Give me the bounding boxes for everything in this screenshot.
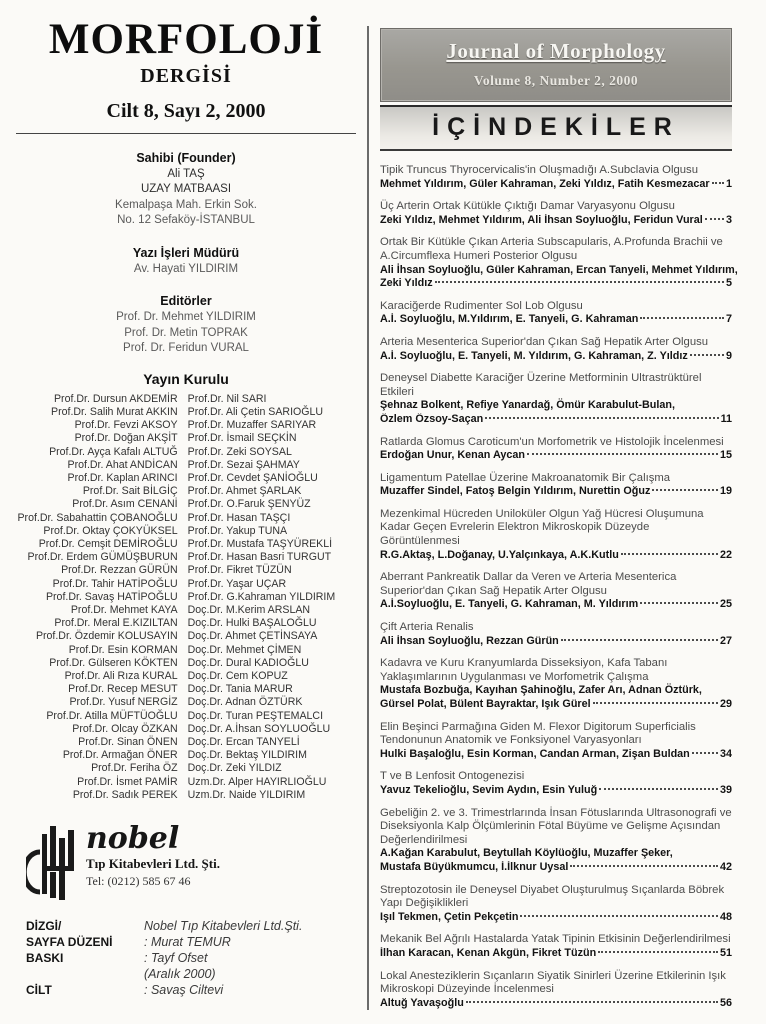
board-member-right: Prof.Dr. Muzaffer SARIYAR	[187, 419, 317, 432]
board-member-right: Prof.Dr. Nil SARI	[187, 392, 267, 405]
toc-article-authors	[380, 784, 732, 798]
dot-leader	[692, 752, 718, 754]
board-member-right: Doç.Dr. Hulki BAŞALOĞLU	[187, 617, 317, 630]
dot-leader	[598, 951, 718, 953]
board-member-right: Doç.Dr. A.İhsan SOYLUOĞLU	[187, 722, 331, 735]
board-row	[12, 630, 360, 643]
english-title-banner	[380, 28, 732, 102]
toc-entry	[380, 571, 732, 612]
toc-page-number: 22	[719, 548, 732, 561]
toc-entry	[380, 884, 732, 925]
board-member-left: Prof.Dr. Tahir HATİPOĞLU	[52, 577, 178, 590]
toc-article-authors	[380, 485, 732, 499]
managing-editor-block	[12, 245, 360, 277]
board-member-right: Prof.Dr. Hasan TAŞÇI	[187, 511, 291, 524]
production-label	[26, 966, 144, 982]
board-row	[12, 446, 360, 459]
toc-article-authors	[380, 635, 732, 649]
toc-page-number: 56	[719, 996, 732, 1009]
toc-author-line	[380, 178, 732, 192]
board-row	[12, 617, 360, 630]
board-member-left: Prof.Dr. Dursun AKDEMİR	[53, 392, 178, 405]
toc-page-number: 19	[719, 485, 732, 498]
board-member-right: Doç.Dr. Adnan ÖZTÜRK	[187, 696, 303, 709]
toc-author-line: A.Kağan Karabulut, Beytullah Köylüoğlu, Muzaffer Şeker,	[380, 847, 673, 860]
board-row	[12, 393, 360, 406]
toc-page-number: 3	[725, 213, 732, 226]
board-row	[12, 419, 360, 432]
production-label: DİZGİ/	[26, 919, 62, 934]
toc-article-title: Ortak Bir Kütükle Çıkan Arteria Subscapularis, A.Profunda Brachii ve A.Circumflexa Humeri Posterior Olgusu	[380, 236, 723, 262]
board-member-right: Doç.Dr. Mehmet ÇİMEN	[187, 643, 302, 656]
toc-article-authors	[380, 399, 732, 426]
dot-leader	[621, 553, 718, 555]
board-member-right: Prof.Dr. Ali Çetin SARIOĞLU	[187, 405, 324, 418]
managing-editor-name: Av. Hayati YILDIRIM	[133, 262, 239, 275]
toc-article-title: Tipik Truncus Thyrocervicalis'in Oluşmadığı A.Subclavia Olgusu	[380, 164, 698, 176]
board-row	[12, 591, 360, 604]
founder-heading: Sahibi (Founder)	[136, 151, 236, 165]
toc-article-authors	[380, 178, 732, 192]
founder-address-line: No. 12 Sefaköy-İSTANBUL	[117, 214, 255, 227]
board-member-left: Prof.Dr. Ayça Kafalı ALTUĞ	[49, 445, 178, 458]
board-member-right: Prof.Dr. Ahmet ŞARLAK	[187, 485, 302, 498]
toc-page-number: 5	[725, 277, 732, 290]
toc-article-title: Arteria Mesenterica Superior'dan Çıkan Sağ Hepatik Arter Olgusu	[380, 335, 709, 348]
toc-author-line	[380, 698, 732, 712]
board-member-right: Prof.Dr. Fikret TÜZÜN	[187, 564, 292, 577]
dot-leader	[570, 865, 718, 867]
board-member-left: Prof.Dr. Sinan ÖNEN	[78, 736, 178, 749]
board-member-right: Prof.Dr. O.Faruk ŞENYÜZ	[187, 498, 311, 511]
board-member-right: Prof.Dr. Cevdet ŞANİOĞLU	[187, 471, 318, 484]
production-value: Nobel Tıp Kitabevleri Ltd.Şti.	[144, 919, 303, 934]
toc-page-number: 9	[725, 349, 732, 362]
toc-author-names: Ali İhsan Soyluoğlu, Rezzan Gürün	[380, 634, 559, 647]
board-member-right: Doç.Dr. Zeki YILDIZ	[187, 762, 282, 775]
board-row	[12, 776, 360, 789]
toc-article-title: Mekanik Bel Ağrılı Hastalarda Yatak Tipinin Etkisinin Değerlendirilmesi	[380, 933, 731, 946]
journal-title: MORFOLOJİ	[48, 16, 324, 63]
toc-article-authors	[380, 847, 732, 874]
toc-author-names: Özlem Özsoy-Saçan	[380, 412, 484, 425]
production-value: (Aralık 2000)	[144, 967, 216, 982]
toc-page-number: 42	[719, 860, 732, 873]
board-member-left: Prof.Dr. Mehmet KAYA	[70, 604, 178, 616]
board-member-left: Prof.Dr. Erdem GÜMÜŞBURUN	[27, 551, 178, 564]
toc-author-line	[380, 485, 732, 499]
board-member-right: Doç.Dr. Bektaş YILDIRIM	[187, 749, 307, 762]
board-row	[12, 498, 360, 511]
board-row	[12, 406, 360, 419]
board-member-left: Prof.Dr. Feriha ÖZ	[91, 762, 178, 775]
board-member-left: Prof.Dr. Özdemir KOLUSAYIN	[35, 630, 178, 643]
editors-block	[12, 293, 360, 356]
publisher-name: nobel	[86, 821, 180, 857]
toc-entry	[380, 621, 732, 648]
toc-entry	[380, 933, 732, 960]
toc-author-line: Ali İhsan Soyluoğlu, Güler Kahraman, Ercan Tanyeli, Mehmet Yıldırım,	[380, 263, 738, 276]
board-row	[12, 670, 360, 683]
toc-page-number: 27	[719, 634, 732, 647]
board-member-left: Prof.Dr. Oktay ÇOKYÜKSEL	[43, 524, 178, 537]
dot-leader	[435, 281, 724, 283]
toc-author-names: Gürsel Polat, Bülent Bayraktar, Işık Gürel	[380, 698, 591, 710]
board-member-left: Prof.Dr. Olcay ÖZKAN	[72, 722, 178, 735]
dot-leader	[652, 489, 718, 491]
toc-page-number: 1	[725, 177, 732, 190]
production-value: : Tayf Ofset	[144, 951, 208, 966]
board-member-right: Uzm.Dr. Naide YILDIRIM	[187, 788, 306, 801]
toc-author-names: A.İ. Soyluoğlu, M.Yıldırım, E. Tanyeli, G. Kahraman	[380, 313, 639, 326]
board-member-left: Prof.Dr. Doğan AKŞİT	[74, 432, 178, 445]
toc-author-names: Yavuz Tekelioğlu, Sevim Aydın, Esin Yuluğ	[380, 783, 598, 796]
toc-article-authors	[380, 997, 732, 1011]
board-row	[12, 749, 360, 762]
toc-article-title: T ve B Lenfosit Ontogenezisi	[380, 770, 525, 783]
board-row	[12, 723, 360, 736]
production-label: CİLT	[26, 983, 52, 998]
board-member-right: Prof.Dr. Yaşar UÇAR	[187, 577, 287, 590]
toc-article-title: Kadavra ve Kuru Kranyumlarda Disseksiyon, Kafa Tabanı Yaklaşımlarının Uygulanması ve Morfometrik Çalışma	[380, 657, 668, 683]
journal-issue: Cilt 8, Sayı 2, 2000	[106, 100, 266, 122]
toc-author-line	[380, 947, 732, 961]
right-column	[380, 28, 738, 1019]
founder-name: Ali TAŞ	[167, 167, 205, 180]
board-member-right: Prof.Dr. Mustafa TAŞYÜREKLİ	[187, 537, 333, 550]
board-member-right: Prof.Dr. Zeki SOYSAL	[187, 445, 292, 458]
toc-author-line	[380, 449, 732, 463]
toc-page-number: 48	[719, 910, 732, 923]
dot-leader	[593, 702, 718, 704]
production-row	[26, 934, 360, 950]
toc-author-names: Işıl Tekmen, Çetin Pekçetin	[380, 910, 519, 923]
toc-article-authors	[380, 350, 732, 364]
toc-entry	[380, 721, 732, 762]
board-row	[12, 538, 360, 551]
toc-entry	[380, 508, 732, 562]
toc-article-authors	[380, 598, 732, 612]
board-member-left: Prof.Dr. Ali Rıza KURAL	[64, 670, 178, 683]
dot-leader	[527, 453, 718, 455]
dot-leader	[712, 182, 724, 184]
toc-entry	[380, 372, 732, 426]
toc-article-authors	[380, 947, 732, 961]
board-row	[12, 432, 360, 445]
toc-author-line	[380, 911, 732, 925]
toc-entry	[380, 200, 732, 227]
board-row	[12, 564, 360, 577]
toc-author-line	[380, 997, 732, 1011]
board-member-right: Doç.Dr. Cem KOPUZ	[187, 670, 288, 683]
board-member-left: Prof.Dr. Savaş HATİPOĞLU	[45, 590, 178, 603]
toc-author-line: Mustafa Bozbuğa, Kayıhan Şahinoğlu, Zafer Arı, Adnan Öztürk,	[380, 684, 702, 697]
toc-author-line	[380, 598, 732, 612]
toc-article-title: Çift Arteria Renalis	[380, 621, 474, 634]
masthead-divider	[16, 133, 356, 134]
toc-page-number: 34	[719, 747, 732, 760]
production-value: : Murat TEMUR	[144, 935, 231, 950]
left-column	[12, 18, 360, 998]
toc-author-names: Mehmet Yıldırım, Güler Kahraman, Zeki Yıldız, Fatih Kesmezacar	[380, 177, 710, 190]
board-member-right: Doç.Dr. M.Kerim ARSLAN	[187, 604, 311, 616]
toc-entry	[380, 770, 732, 797]
production-row	[26, 950, 360, 966]
toc-author-line	[380, 277, 732, 291]
board-member-right: Prof.Dr. İsmail SEÇKİN	[187, 432, 297, 445]
editorial-board-heading: Yayın Kurulu	[143, 370, 229, 387]
toc-article-authors	[380, 214, 732, 228]
founder-press: UZAY MATBAASI	[140, 183, 232, 196]
contents-heading: İÇİNDEKİLER	[432, 113, 680, 141]
production-label: BASKI	[26, 951, 64, 966]
board-row	[12, 551, 360, 564]
toc-author-names: R.G.Aktaş, L.Doğanay, U.Yalçınkaya, A.K.Kutlu	[380, 548, 619, 561]
toc-article-title: Karaciğerde Rudimenter Sol Lob Olgusu	[380, 299, 583, 312]
production-row	[26, 918, 360, 934]
toc-author-names: Altuğ Yavaşoğlu	[380, 996, 464, 1009]
toc-author-names: Mustafa Büyükmumcu, İ.İlknur Uysal	[380, 860, 569, 873]
english-journal-title: Journal of Morphology	[446, 39, 666, 63]
toc-page-number: 15	[719, 449, 732, 462]
dot-leader	[466, 1001, 718, 1003]
production-value: : Savaş Ciltevi	[144, 983, 224, 998]
managing-editor-heading: Yazı İşleri Müdürü	[132, 245, 240, 260]
dot-leader	[640, 317, 724, 319]
toc-author-names: Hulki Başaloğlu, Esin Korman, Candan Arman, Zişan Buldan	[380, 747, 690, 760]
editor-name: Prof. Dr. Feridun VURAL	[123, 342, 249, 355]
toc-entry	[380, 970, 732, 1011]
toc-article-title: Streptozotosin ile Deneysel Diyabet Oluşturulmuş Sıçanlarda Böbrek Yapı Değişiklikleri	[380, 883, 725, 910]
toc-author-line	[380, 350, 732, 364]
toc-article-title: Lokal Anesteziklerin Sıçanların Siyatik Sinirleri Üzerine Etkilerinin Işık Mikroskopi Düzeyinde İncelenmesi	[380, 969, 726, 996]
board-member-left: Prof.Dr. Asım CENANİ	[72, 498, 178, 511]
board-member-left: Prof.Dr. Meral E.KIZILTAN	[54, 617, 178, 630]
toc-author-names: Zeki Yıldız	[380, 277, 433, 290]
board-member-left: Prof.Dr. Ahat ANDİCAN	[67, 458, 178, 471]
board-row	[12, 710, 360, 723]
toc-page-number: 7	[725, 313, 732, 326]
dot-leader	[705, 218, 724, 220]
board-row	[12, 512, 360, 525]
board-row	[12, 657, 360, 670]
board-member-left: Prof.Dr. Recep MESUT	[68, 683, 178, 696]
board-row	[12, 736, 360, 749]
toc-author-line	[380, 635, 732, 649]
toc-author-names: A.İ. Soyluoğlu, E. Tanyeli, M. Yıldırım, G. Kahraman, Z. Yıldız	[380, 349, 688, 362]
founder-address-line: Kemalpaşa Mah. Erkin Sok.	[115, 198, 257, 211]
production-credits	[26, 918, 360, 998]
toc-article-title: Aberrant Pankreatik Dallar da Veren ve Arteria Mesenterica Superior'dan Çıkan Sağ Hepatik Arter Olgusu	[380, 571, 677, 597]
toc-article-title: Üç Arterin Ortak Kütükle Çıktığı Damar Varyasyonu Olgusu	[380, 200, 675, 213]
toc-author-line	[380, 549, 732, 563]
table-of-contents	[380, 164, 738, 1010]
toc-author-names: İlhan Karacan, Kenan Akgün, Fikret Tüzün	[380, 946, 597, 959]
board-row	[12, 578, 360, 591]
toc-author-line	[380, 313, 732, 327]
journal-subtitle: DERGİSİ	[140, 65, 232, 87]
toc-entry	[380, 436, 732, 463]
toc-entry	[380, 807, 732, 875]
editorial-board	[12, 371, 360, 802]
board-member-right: Doç.Dr. Dural KADIOĞLU	[187, 656, 309, 669]
publisher-block	[26, 821, 360, 902]
toc-article-authors	[380, 263, 738, 291]
board-member-right: Prof.Dr. Yakup TUNA	[187, 524, 288, 537]
editor-name: Prof. Dr. Mehmet YILDIRIM	[116, 311, 256, 324]
column-divider	[367, 26, 369, 1010]
toc-author-line	[380, 214, 732, 228]
board-member-left: Prof.Dr. Atilla MÜFTÜOĞLU	[46, 709, 178, 722]
nobel-logo-icon	[26, 824, 78, 902]
dot-leader	[561, 639, 718, 641]
board-member-right: Uzm.Dr. Alper HAYIRLIOĞLU	[187, 775, 327, 788]
masthead	[12, 18, 360, 134]
toc-author-line	[380, 413, 732, 427]
toc-article-authors	[380, 911, 732, 925]
board-member-left: Prof.Dr. İsmet PAMİR	[77, 775, 178, 788]
board-row	[12, 683, 360, 696]
board-member-left: Prof.Dr. Cemşit DEMİROĞLU	[38, 537, 178, 550]
toc-article-authors	[380, 549, 732, 563]
toc-article-title: Mezenkimal Hücreden Uniloküler Olgun Yağ Hücresi Oluşumuna Kadar Geçen Evrelerin Elektron Mikroskopik Düzeyde Görüntülenmesi	[380, 507, 704, 548]
production-label: SAYFA DÜZENİ	[26, 935, 113, 950]
board-member-left: Prof.Dr. Yusuf NERGİZ	[69, 696, 178, 709]
toc-entry	[380, 300, 732, 327]
board-member-left: Prof.Dr. Armağan ÖNER	[62, 749, 178, 762]
publisher-phone: Tel: (0212) 585 67 46	[86, 874, 191, 889]
board-row	[12, 789, 360, 802]
board-row	[12, 644, 360, 657]
board-member-left: Prof.Dr. Sait BİLGİÇ	[82, 485, 178, 498]
publisher-subname: Tıp Kitabevleri Ltd. Şti.	[86, 856, 220, 872]
board-member-left: Prof.Dr. Rezzan GÜRÜN	[61, 564, 178, 577]
board-member-right: Doç.Dr. Turan PEŞTEMALCI	[187, 709, 324, 722]
contents-banner	[380, 105, 732, 151]
board-member-left: Prof.Dr. Gülseren KÖKTEN	[49, 656, 178, 669]
board-member-right: Prof.Dr. G.Kahraman YILDIRIM	[187, 590, 336, 603]
board-row	[12, 604, 360, 617]
toc-author-line	[380, 784, 732, 798]
toc-article-authors	[380, 748, 732, 762]
toc-page-number: 39	[719, 783, 732, 796]
toc-page-number: 11	[720, 412, 732, 425]
board-member-left: Prof.Dr. Fevzi AKSOY	[74, 419, 178, 432]
toc-article-title: Ratlarda Glomus Caroticum'un Morfometrik ve Histolojik İncelenmesi	[380, 435, 724, 448]
toc-entry	[380, 336, 732, 363]
toc-author-names: Erdoğan Unur, Kenan Aycan	[380, 449, 525, 462]
board-row	[12, 485, 360, 498]
production-row	[26, 966, 360, 982]
board-member-right: Prof.Dr. Hasan Basri TURGUT	[187, 551, 332, 564]
toc-author-names: Muzaffer Sindel, Fatoş Belgin Yıldırım, Nurettin Oğuz	[380, 485, 651, 498]
toc-article-title: Ligamentum Patellae Üzerine Makroanatomik Bir Çalışma	[380, 471, 671, 484]
founder-block	[12, 150, 360, 229]
toc-entry	[380, 472, 732, 499]
production-row	[26, 982, 360, 998]
dot-leader	[485, 417, 718, 419]
toc-author-line	[380, 861, 732, 875]
dot-leader	[599, 788, 718, 790]
dot-leader	[690, 354, 724, 356]
board-member-left: Prof.Dr. Sadık PEREK	[72, 788, 178, 801]
toc-article-title: Deneysel Diabette Karaciğer Üzerine Metforminin Ultrastrüktürel Etkileri	[380, 372, 702, 398]
toc-author-line: Şehnaz Bolkent, Refiye Yanardağ, Ömür Karabulut-Bulan,	[380, 399, 675, 412]
dot-leader	[640, 602, 718, 604]
toc-author-names: Zeki Yıldız, Mehmet Yıldırım, Ali İhsan Soyluoğlu, Feridun Vural	[380, 213, 703, 226]
toc-entry	[380, 164, 732, 191]
toc-entry	[380, 657, 732, 711]
board-row	[12, 696, 360, 709]
toc-article-title: Elin Beşinci Parmağına Giden M. Flexor Digitorum Superficialis Tendonunun Anatomik ve Fonksiyonel Varyasyonları	[380, 720, 696, 747]
editors-heading: Editörler	[160, 294, 212, 309]
toc-article-title: Gebeliğin 2. ve 3. Trimestrlarında İnsan Fötuslarında Ultrasonografi ve Diseksiyonla Kalp Ölçümlerinin Fötal Büyüme ve Gelişme Açısından Değerlendirilmesi	[380, 806, 732, 846]
toc-author-line	[380, 748, 732, 762]
toc-page-number: 29	[719, 698, 732, 710]
board-member-right: Doç.Dr. Tania MARUR	[187, 683, 293, 696]
publisher-text	[86, 821, 220, 889]
toc-article-authors	[380, 684, 732, 711]
board-row	[12, 525, 360, 538]
board-member-left: Prof.Dr. Esin KORMAN	[68, 643, 178, 656]
board-row	[12, 762, 360, 775]
board-row	[12, 459, 360, 472]
board-member-left: Prof.Dr. Sabahattin ÇOBANOĞLU	[17, 511, 178, 524]
toc-article-authors	[380, 449, 732, 463]
dot-leader	[520, 915, 718, 917]
board-member-left: Prof.Dr. Salih Murat AKKIN	[51, 405, 178, 418]
toc-page-number: 25	[719, 598, 732, 611]
board-member-right: Prof.Dr. Sezai ŞAHMAY	[187, 458, 300, 471]
english-volume-line: Volume 8, Number 2, 2000	[473, 73, 639, 88]
toc-article-authors	[380, 313, 732, 327]
board-row	[12, 472, 360, 485]
board-list	[12, 393, 360, 802]
board-member-right: Doç.Dr. Ahmet ÇETİNSAYA	[187, 630, 318, 643]
editor-name: Prof. Dr. Metin TOPRAK	[124, 326, 248, 339]
toc-entry	[380, 236, 738, 290]
board-member-right: Doç.Dr. Ercan TANYELİ	[187, 736, 300, 749]
board-member-left: Prof.Dr. Kaplan ARINCI	[67, 471, 178, 484]
toc-author-names: A.İ.Soyluoğlu, E. Tanyeli, G. Kahraman, M. Yıldırım	[380, 598, 639, 611]
toc-page-number: 51	[719, 946, 732, 959]
